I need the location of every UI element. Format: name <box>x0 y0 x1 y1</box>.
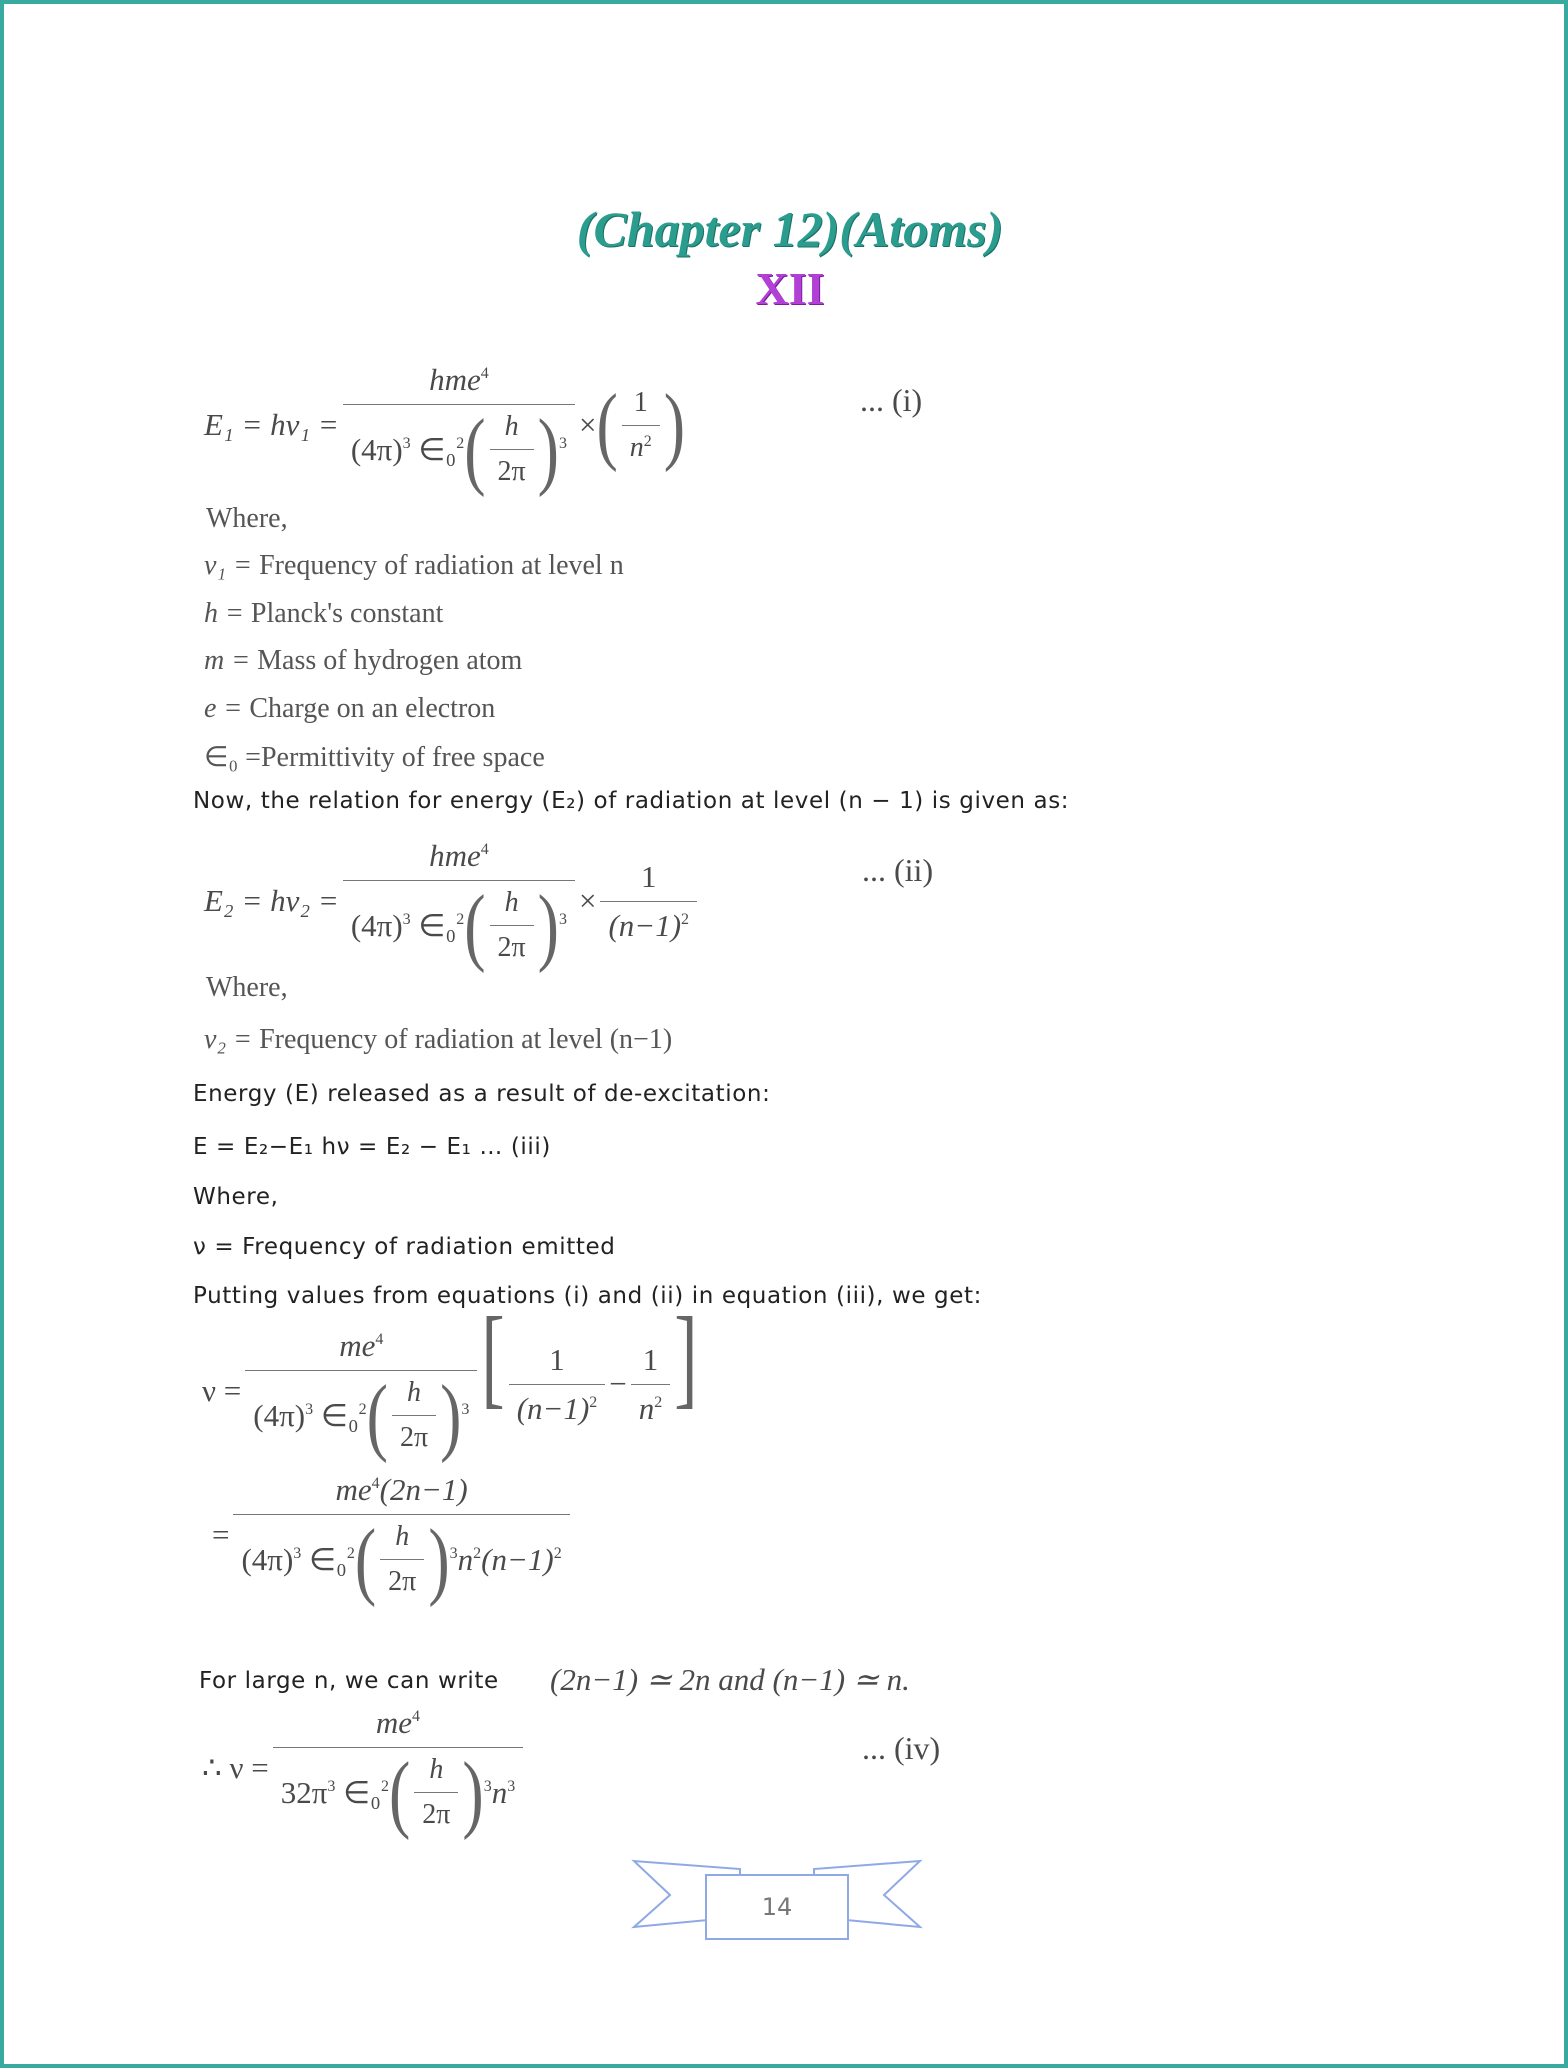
eq2-den: (4π) <box>350 907 403 943</box>
prose-line: Now, the relation for energy (E₂) of radiation at level (n − 1) is given as: <box>193 788 1070 814</box>
eq2-lhs: E₂ = hν₂ = <box>204 883 339 918</box>
eq2-den-exp: 3 <box>402 910 411 928</box>
definition-text: Planck's constant <box>250 598 444 629</box>
eq3-bnum: 1 <box>642 1342 659 1377</box>
eq3-minus: − <box>609 1366 627 1401</box>
eq2-num-exp: 4 <box>480 841 489 858</box>
large-n-text: For large n, we can write <box>199 1668 499 1694</box>
eq3b-2pi: 2π <box>380 1559 424 1598</box>
eq1-fraction: hme $^4$ (4π) $^3$ ∈₀ $^2$ ( $\frac{h}{2\pi}$ ) $^3$ <box>343 362 575 488</box>
definition-row <box>204 598 443 630</box>
eq3-2pi: 2π <box>392 1415 436 1454</box>
equation-4-tag: ... (iv) <box>862 1730 941 1766</box>
eq1-num-exp: 4 <box>480 365 489 382</box>
definition-symbol: ν₁ = <box>204 550 253 581</box>
eq4-eps-exp: 2 <box>380 1777 389 1795</box>
large-n-approximation <box>550 1662 910 1698</box>
eq2-eps: ∈₀ <box>418 907 457 943</box>
equation-2 <box>204 838 701 973</box>
equation-3b <box>212 1472 574 1607</box>
eq2-times: × <box>578 883 597 918</box>
eq3-num-exp: 4 <box>375 1331 384 1348</box>
eq3-bden-exp: 2 <box>654 1394 663 1411</box>
eq1-lhs: E₁ = hν₁ = <box>204 407 339 442</box>
eq1-rden: n <box>629 431 644 463</box>
eq3b-lhs: = <box>212 1517 230 1552</box>
eq1-den: (4π) <box>350 431 403 467</box>
eq2-rden: (n−1) <box>608 907 682 943</box>
definition-text: Frequency of radiation at level n <box>259 550 624 581</box>
eq3-pow: 3 <box>461 1400 470 1418</box>
definition-row <box>204 693 495 725</box>
eq2-numerator: hme <box>429 838 481 873</box>
eq4-den-exp: 3 <box>327 1777 336 1795</box>
prose-line: E = E₂−E₁ hν = E₂ − E₁ … (iii) <box>193 1134 551 1160</box>
eq1-h: h <box>504 411 519 442</box>
eq3b-num-exp: 4 <box>371 1475 380 1492</box>
eq3b-eps: ∈₀ <box>309 1541 347 1577</box>
eq4-2pi: 2π <box>414 1792 458 1831</box>
definition-symbol: h = <box>204 598 244 629</box>
eq4-fraction: me $^4$ 32π $^3$ ∈₀ $^2$ ( $\frac{h}{2\pi}$ ) $^3$ n $^3$ <box>273 1705 523 1831</box>
eq3b-fraction: me $^4$ (2n−1) (4π) $^3$ ∈₀ $^2$ ( $\frac{h}{2\pi}$ ) $^3$ n $^2$ (n−1) $^2$ <box>233 1472 569 1598</box>
eq1-2pi: 2π <box>490 449 534 488</box>
definition-text: Frequency of radiation at level (n−1) <box>259 1024 673 1055</box>
where-label: Where, <box>206 503 288 534</box>
eq2-pow: 3 <box>558 910 567 928</box>
eq3-den-exp: 3 <box>305 1400 314 1418</box>
eq2-h: h <box>504 887 519 918</box>
eq1-numerator: hme <box>429 362 481 397</box>
eq2-rden-exp: 2 <box>681 910 690 928</box>
definition-row <box>204 1024 672 1056</box>
definition-row <box>204 740 545 774</box>
equation-1: E₁ = hν₁ = hme $^4$ (4π) $^3$ ∈₀ $^2$ ( $\frac{h}{2\pi}$ ) $^3$ × ( 1 n $^2$ ) <box>204 362 686 497</box>
eq3b-num-tail: (2n−1) <box>379 1472 468 1507</box>
prose-line: Where, <box>193 1184 279 1210</box>
prose-line: Putting values from equations (i) and (ii) in equation (iii), we get: <box>193 1283 982 1309</box>
eq1-eps-exp: 2 <box>456 434 465 452</box>
eq1-den-exp: 3 <box>402 434 411 452</box>
eq4-numerator: me <box>375 1705 413 1740</box>
definition-text: Mass of hydrogen atom <box>257 645 523 676</box>
eq4-pow: 3 <box>483 1777 492 1795</box>
eq3b-den-exp: 3 <box>293 1544 302 1562</box>
eq3b-numerator: me <box>335 1472 372 1507</box>
equation-1-tag: ... (i) <box>860 382 923 418</box>
definition-text: Charge on an electron <box>249 693 496 724</box>
eq3b-pow: 3 <box>449 1544 458 1562</box>
eq3b-eps-exp: 2 <box>346 1544 355 1562</box>
eq3-lhs: ν = <box>202 1373 242 1408</box>
definition-row <box>204 550 624 582</box>
eq3-aden-exp: 2 <box>589 1394 598 1411</box>
definition-text: Permittivity of free space <box>260 742 545 773</box>
eq3b-tail2: (n−1) <box>481 1541 554 1577</box>
eq3-aden: (n−1) <box>516 1391 590 1426</box>
eq1-eps: ∈₀ <box>418 431 457 467</box>
eq1-pow: 3 <box>558 434 567 452</box>
eq3-numerator: me <box>339 1328 376 1363</box>
definition-symbol: ν₂ = <box>204 1024 253 1055</box>
eq2-rnum: 1 <box>641 858 657 894</box>
eq4-h: h <box>429 1754 444 1785</box>
eq3b-tail-exp: 2 <box>473 1544 482 1562</box>
eq2-fraction: hme $^4$ (4π) $^3$ ∈₀ $^2$ ( $\frac{h}{2\pi}$ ) $^3$ <box>343 838 575 964</box>
eq4-lhs: ∴ ν = <box>202 1750 269 1785</box>
approximation-math: (2n−1) ≃ 2n and (n−1) ≃ n. <box>550 1662 910 1697</box>
prose-line: Energy (E) released as a result of de-excitation: <box>193 1081 771 1107</box>
chapter-title: (Chapter 12)(Atoms) <box>576 201 1004 257</box>
eq3-eps-exp: 2 <box>358 1400 367 1418</box>
where-label: Where, <box>206 972 288 1003</box>
eq1-rnum: 1 <box>633 386 648 418</box>
definition-symbol: e = <box>204 693 243 724</box>
eq2-eps-exp: 2 <box>456 910 465 928</box>
equation-3: ν = me $^4$ (4π) $^3$ ∈₀ $^2$ ( $\frac{h}{2\pi}$ ) $^3$ [ 1 (n−1) $^2$ − 1 n $^2$ ] <box>202 1296 698 1463</box>
equation-2-tag: ... (ii) <box>862 852 934 888</box>
eq4-tail: n <box>491 1774 508 1810</box>
eq3-bden: n <box>638 1391 655 1426</box>
eq2-2pi: 2π <box>490 925 534 964</box>
eq3-eps: ∈₀ <box>320 1397 359 1433</box>
definition-symbol: ∈₀ = <box>204 742 261 773</box>
eq1-rden-exp: 2 <box>643 432 652 450</box>
eq4-den: 32π <box>280 1774 328 1810</box>
equation-4 <box>202 1705 527 1840</box>
eq3-h: h <box>407 1377 421 1408</box>
eq4-num-exp: 4 <box>412 1708 421 1725</box>
prose-line: ν = Frequency of radiation emitted <box>193 1234 616 1260</box>
eq3-fraction: me $^4$ (4π) $^3$ ∈₀ $^2$ ( $\frac{h}{2\pi}$ ) $^3$ <box>245 1328 477 1454</box>
eq3-den: (4π) <box>253 1397 306 1433</box>
eq3b-h: h <box>395 1521 410 1552</box>
eq3b-tail: n <box>457 1541 474 1577</box>
eq4-tail-exp: 3 <box>507 1777 516 1795</box>
eq3b-tail2-exp: 2 <box>553 1544 562 1562</box>
eq3-anum: 1 <box>549 1342 565 1377</box>
eq1-times: × <box>578 407 597 442</box>
definition-symbol: m = <box>204 645 251 676</box>
page-number: 14 <box>761 1893 793 1921</box>
definition-row <box>204 645 522 677</box>
grade-label: XII <box>755 263 825 314</box>
eq4-eps: ∈₀ <box>343 1774 381 1810</box>
eq3b-den: (4π) <box>241 1541 294 1577</box>
